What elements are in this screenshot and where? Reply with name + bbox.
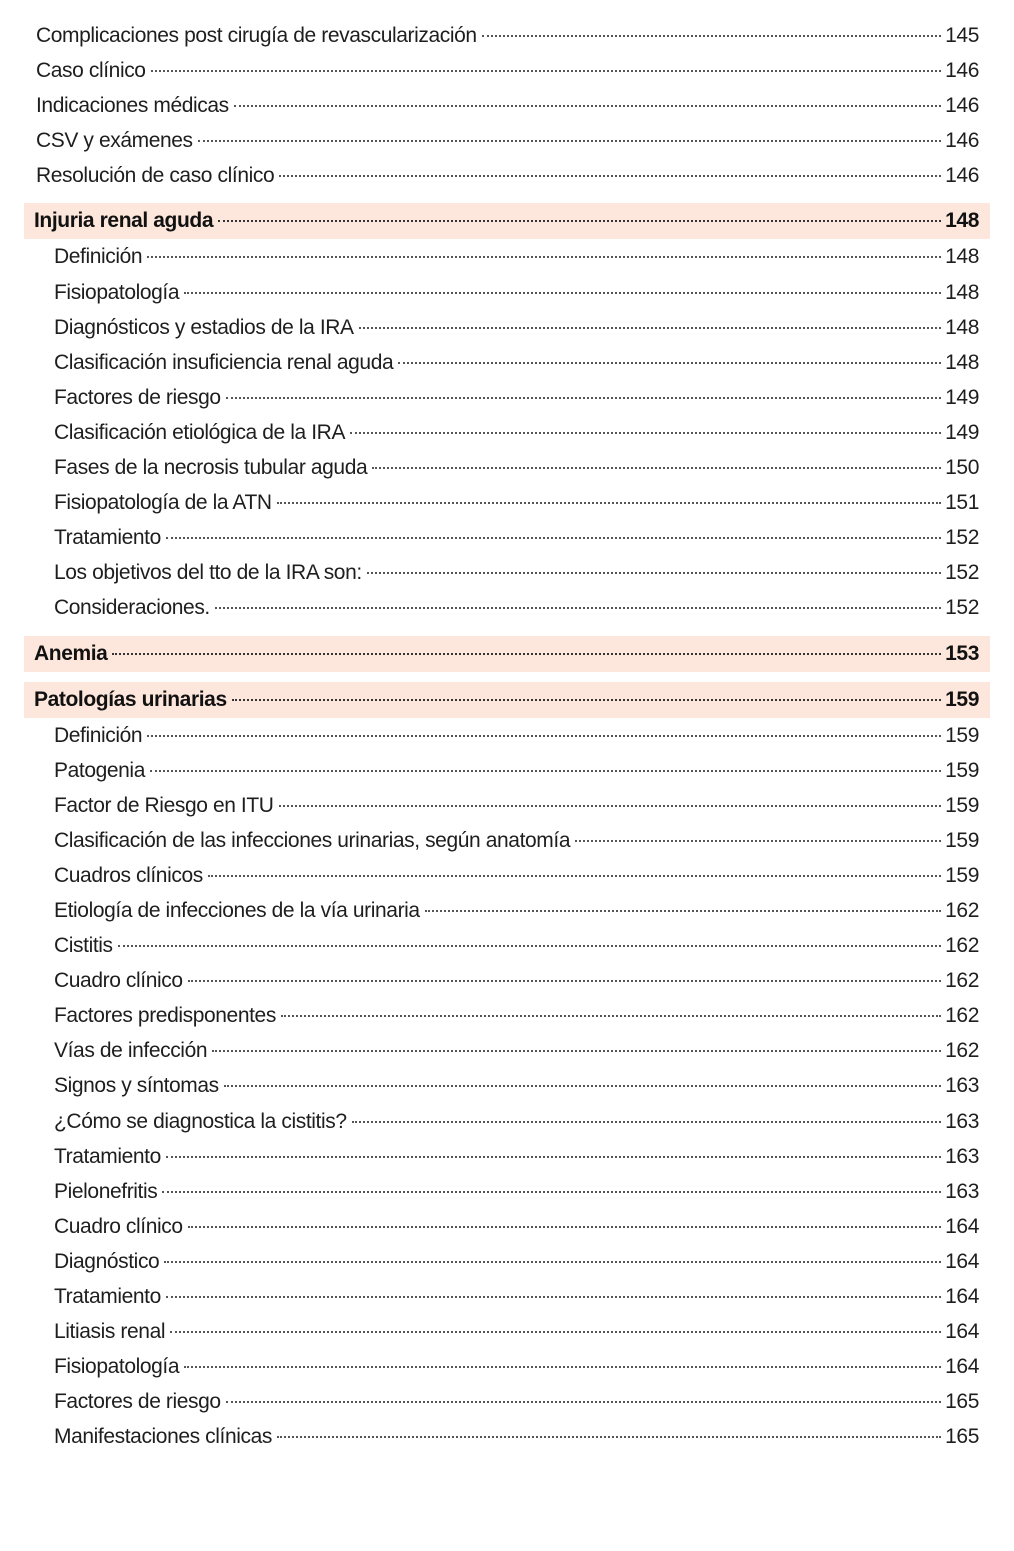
- dot-leader: [112, 653, 941, 655]
- toc-entry: [0, 123, 1014, 158]
- toc-entry: [0, 893, 1014, 928]
- toc-entry: [0, 590, 1014, 625]
- toc-page-number: 162: [945, 1004, 979, 1028]
- toc-entry-title: Factores predisponentes: [54, 1004, 276, 1028]
- toc-entry: [0, 275, 1014, 310]
- toc-page-number: 165: [945, 1390, 979, 1414]
- toc-entry: [0, 18, 1014, 53]
- toc-entry-title: Fisiopatología: [54, 1355, 180, 1379]
- toc-page-number: 152: [945, 596, 979, 620]
- toc-entry-title: Complicaciones post cirugía de revascularización: [36, 24, 477, 47]
- toc-page-number: 165: [945, 1425, 979, 1449]
- dot-leader: [279, 175, 941, 177]
- dot-leader: [359, 327, 942, 329]
- toc-page-number: 163: [945, 1109, 979, 1133]
- dot-leader: [350, 432, 941, 434]
- toc-entry: [0, 1068, 1014, 1103]
- dot-leader: [147, 735, 941, 737]
- toc-entry-title: Etiología de infecciones de la vía urinaria: [54, 898, 420, 922]
- toc-entry-title: Fases de la necrosis tubular aguda: [54, 456, 368, 480]
- toc-entry-title: Los objetivos del tto de la IRA son:: [54, 561, 362, 585]
- toc-entry-title: Caso clínico: [36, 59, 146, 83]
- toc-page-number: 159: [945, 723, 979, 747]
- toc-entry-title: Consideraciones.: [54, 596, 210, 620]
- toc-entry-title: Patogenia: [54, 758, 145, 782]
- toc-entry: [0, 555, 1014, 590]
- toc-entry-title: Anemia: [34, 641, 108, 665]
- toc-page-number: 145: [945, 24, 979, 47]
- dot-leader: [184, 292, 941, 294]
- toc-entry-title: Resolución de caso clínico: [36, 164, 275, 188]
- toc-page-number: 148: [945, 315, 979, 339]
- toc-entry-title: Cuadro clínico: [54, 1214, 183, 1238]
- toc-entry: [0, 1419, 1014, 1454]
- dot-leader: [188, 1226, 942, 1228]
- toc-entry: [0, 1384, 1014, 1419]
- toc-page-number: 159: [945, 863, 979, 887]
- toc-section-heading: [24, 682, 990, 718]
- table-of-contents: [0, 18, 1014, 1454]
- toc-entry: [0, 998, 1014, 1033]
- dot-leader: [198, 140, 942, 142]
- dot-leader: [352, 1121, 942, 1123]
- toc-entry: [0, 1104, 1014, 1139]
- dot-leader: [218, 220, 941, 222]
- dot-leader: [118, 945, 942, 947]
- toc-entry-title: Clasificación de las infecciones urinarias, según anatomía: [54, 828, 571, 852]
- toc-page-number: 164: [945, 1249, 979, 1273]
- dot-leader: [398, 362, 941, 364]
- toc-entry-title: Factores de riesgo: [54, 1390, 221, 1414]
- toc-entry: [0, 88, 1014, 123]
- dot-leader: [234, 105, 941, 107]
- dot-leader: [372, 467, 941, 469]
- toc-entry: [0, 1174, 1014, 1209]
- toc-entry: [0, 1139, 1014, 1174]
- toc-page-number: 149: [945, 385, 979, 409]
- toc-entry: [0, 823, 1014, 858]
- toc-page-number: 164: [945, 1214, 979, 1238]
- toc-page-number: 146: [945, 94, 979, 118]
- toc-entry: [0, 1209, 1014, 1244]
- toc-section-heading: [24, 203, 990, 239]
- toc-page-number: 162: [945, 898, 979, 922]
- toc-entry-title: Clasificación insuficiencia renal aguda: [54, 350, 394, 374]
- toc-page-number: 164: [945, 1285, 979, 1308]
- dot-leader: [208, 875, 941, 877]
- dot-leader: [215, 607, 941, 609]
- toc-entry-title: Clasificación etiológica de la IRA: [54, 420, 346, 444]
- dot-leader: [277, 502, 942, 504]
- dot-leader: [232, 699, 941, 701]
- dot-leader: [164, 1261, 941, 1263]
- toc-page-number: 162: [945, 1039, 979, 1063]
- toc-entry: [0, 310, 1014, 345]
- toc-page-number: 152: [945, 526, 979, 550]
- toc-page-number: 146: [945, 129, 979, 153]
- toc-entry-title: ¿Cómo se diagnostica la cistitis?: [54, 1109, 347, 1133]
- toc-page-number: 148: [945, 280, 979, 304]
- toc-entry: [0, 788, 1014, 823]
- toc-page-number: 151: [945, 491, 979, 515]
- toc-entry: [0, 53, 1014, 88]
- toc-page-number: 159: [945, 687, 979, 711]
- toc-page-number: 163: [945, 1074, 979, 1098]
- toc-page-number: 159: [945, 793, 979, 817]
- toc-page-number: 149: [945, 420, 979, 444]
- toc-entry-title: Fisiopatología: [54, 280, 180, 304]
- toc-page-number: 148: [945, 209, 979, 233]
- toc-page-number: 159: [945, 758, 979, 782]
- toc-entry-title: Diagnóstico: [54, 1249, 160, 1273]
- toc-entry-title: Vías de infección: [54, 1039, 208, 1063]
- dot-leader: [147, 256, 941, 258]
- dot-leader: [166, 1156, 941, 1158]
- toc-page-number: 153: [945, 641, 979, 665]
- toc-entry-title: Definición: [54, 245, 143, 269]
- toc-entry: [0, 450, 1014, 485]
- toc-entry-title: CSV y exámenes: [36, 129, 193, 153]
- dot-leader: [184, 1366, 941, 1368]
- dot-leader: [212, 1050, 941, 1052]
- toc-page-number: 163: [945, 1144, 979, 1168]
- toc-entry-title: Tratamiento: [54, 1144, 161, 1168]
- toc-entry: [0, 345, 1014, 380]
- toc-entry: [0, 485, 1014, 520]
- toc-entry: [0, 1314, 1014, 1349]
- toc-entry: [0, 1279, 1014, 1314]
- dot-leader: [367, 572, 941, 574]
- toc-page-number: 164: [945, 1320, 979, 1344]
- toc-page-number: 162: [945, 969, 979, 993]
- toc-entry: [0, 1244, 1014, 1279]
- toc-entry-title: Tratamiento: [54, 526, 161, 550]
- toc-entry-title: Cuadro clínico: [54, 969, 183, 993]
- toc-entry: [0, 928, 1014, 963]
- toc-page-number: 148: [945, 350, 979, 374]
- toc-section-heading: [24, 636, 990, 672]
- dot-leader: [575, 840, 941, 842]
- toc-entry-title: Indicaciones médicas: [36, 94, 229, 118]
- dot-leader: [162, 1191, 941, 1193]
- toc-entry: [0, 858, 1014, 893]
- toc-entry: [0, 1349, 1014, 1384]
- toc-entry: [0, 753, 1014, 788]
- toc-entry: [0, 415, 1014, 450]
- toc-entry-title: Injuria renal aguda: [34, 209, 214, 233]
- toc-entry-title: Tratamiento: [54, 1285, 161, 1308]
- toc-page-number: 150: [945, 456, 979, 480]
- toc-entry-title: Factor de Riesgo en ITU: [54, 793, 274, 817]
- toc-page-number: 164: [945, 1355, 979, 1379]
- dot-leader: [226, 1401, 941, 1403]
- dot-leader: [150, 770, 941, 772]
- toc-page-number: 148: [945, 245, 979, 269]
- toc-entry-title: Pielonefritis: [54, 1179, 158, 1203]
- toc-entry-title: Cistitis: [54, 934, 113, 958]
- toc-page-number: 146: [945, 59, 979, 83]
- dot-leader: [281, 1015, 941, 1017]
- toc-entry-title: Diagnósticos y estadios de la IRA: [54, 315, 354, 339]
- toc-entry-title: Litiasis renal: [54, 1320, 166, 1344]
- dot-leader: [277, 1436, 941, 1438]
- dot-leader: [279, 805, 942, 807]
- toc-page-number: 162: [945, 934, 979, 958]
- dot-leader: [482, 35, 941, 37]
- toc-entry-title: Cuadros clínicos: [54, 863, 203, 887]
- toc-entry-title: Factores de riesgo: [54, 385, 221, 409]
- dot-leader: [425, 910, 941, 912]
- toc-entry: [0, 1033, 1014, 1068]
- toc-entry-title: Patologías urinarias: [34, 687, 227, 711]
- dot-leader: [166, 537, 941, 539]
- toc-entry-title: Fisiopatología de la ATN: [54, 491, 272, 515]
- toc-entry: [0, 963, 1014, 998]
- toc-page-number: 163: [945, 1179, 979, 1203]
- dot-leader: [151, 70, 942, 72]
- toc-page-number: 146: [945, 164, 979, 188]
- toc-page-number: 152: [945, 561, 979, 585]
- toc-entry: [0, 158, 1014, 193]
- toc-entry: [0, 718, 1014, 753]
- toc-entry: [0, 520, 1014, 555]
- toc-entry: [0, 239, 1014, 274]
- dot-leader: [170, 1331, 941, 1333]
- toc-entry-title: Definición: [54, 723, 143, 747]
- toc-page-number: 159: [945, 828, 979, 852]
- dot-leader: [188, 980, 942, 982]
- dot-leader: [224, 1085, 941, 1087]
- toc-entry: [0, 380, 1014, 415]
- toc-entry-title: Signos y síntomas: [54, 1074, 219, 1098]
- dot-leader: [226, 397, 941, 399]
- dot-leader: [166, 1296, 941, 1298]
- toc-entry-title: Manifestaciones clínicas: [54, 1425, 273, 1449]
